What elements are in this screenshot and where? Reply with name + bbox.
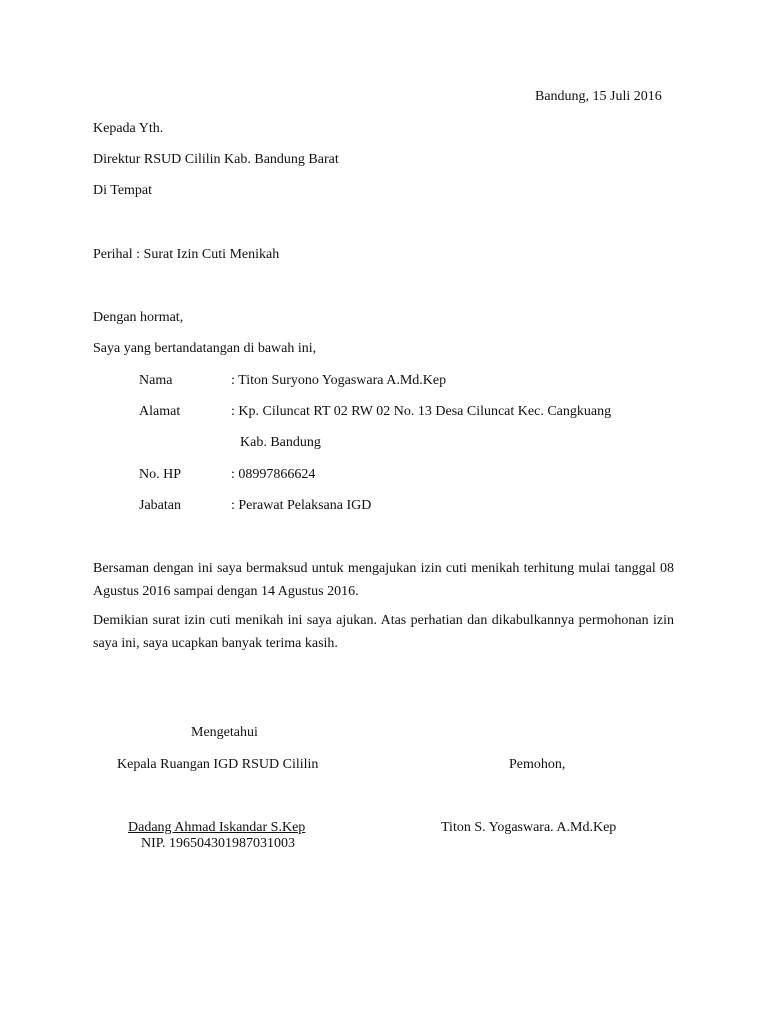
field-label-jabatan: Jabatan [139, 498, 181, 513]
field-label-alamat: Alamat [139, 404, 181, 419]
signature-left-nip: NIP. 196504301987031003 [141, 836, 296, 851]
field-label-hp: No. HP [139, 467, 182, 482]
field-label-nama: Nama [139, 373, 173, 388]
body-paragraph-1: Bersaman dengan ini saya bermaksud untuk mengajukan izin cuti menikah terhitung mulai tanggal 08 Agustus 2016 sampai dengan 14 Agustus 2016. [93, 561, 674, 599]
signature-left-title: Kepala Ruangan IGD RSUD Cililin [117, 757, 319, 772]
letter-date: Bandung, 15 Juli 2016 [535, 89, 662, 104]
recipient-greeting: Kepada Yth. [93, 121, 164, 136]
signature-left-heading: Mengetahui [191, 725, 258, 740]
field-value-nama: : Titon Suryono Yogaswara A.Md.Kep [231, 373, 447, 388]
signature-right-name: Titon S. Yogaswara. A.Md.Kep [441, 820, 617, 835]
signature-left-name: Dadang Ahmad Iskandar S.Kep [128, 820, 306, 835]
field-value-hp: : 08997866624 [231, 467, 316, 482]
body-paragraph-2: Demikian surat izin cuti menikah ini saya ajukan. Atas perhatian dan dikabulkannya permohonan izin saya ini, saya ucapkan banyak terima kasih. [93, 613, 674, 651]
recipient-place: Di Tempat [93, 183, 153, 198]
intro-text: Saya yang bertandatangan di bawah ini, [93, 341, 317, 356]
field-value-alamat: : Kp. Ciluncat RT 02 RW 02 No. 13 Desa Ciluncat Kec. Cangkuang [231, 404, 612, 419]
salutation: Dengan hormat, [93, 310, 184, 325]
letter-subject: Perihal : Surat Izin Cuti Menikah [93, 247, 280, 262]
recipient-name: Direktur RSUD Cililin Kab. Bandung Barat [93, 152, 339, 167]
field-value-alamat-cont: Kab. Bandung [240, 435, 321, 450]
field-value-jabatan: : Perawat Pelaksana IGD [231, 498, 372, 513]
signature-right-title: Pemohon, [509, 757, 566, 772]
